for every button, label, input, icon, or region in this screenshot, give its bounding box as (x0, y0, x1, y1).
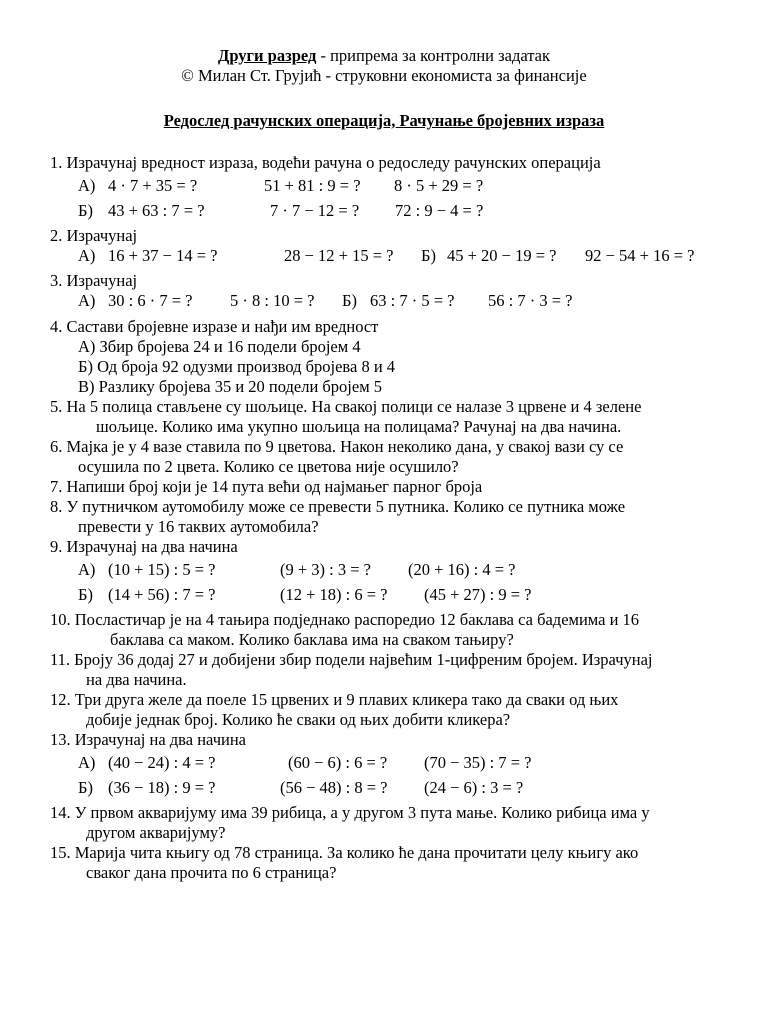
task-2-text: 2. Израчунај (50, 226, 138, 245)
task-5-line-2: шољице. Колико има укупно шољица на полицама? Рачунај на два начина. (96, 417, 622, 436)
row-label: А) (78, 176, 96, 195)
task-15-line-2: сваког дана прочита по 6 страница? (86, 863, 337, 882)
task-8-line-1: 8. У путничком аутомобилу може се превести 5 путника. Колико се путника може (50, 497, 626, 516)
grade-label: Други разред (217, 46, 317, 65)
task-8 (50, 497, 750, 537)
task-13 (50, 730, 750, 798)
row-label: А) (78, 291, 96, 310)
task-12-line-1: 12. Три друга желе да поеле 15 црвених и 9 плавих кликера тако да сваки од њих (50, 690, 619, 709)
row-label: Б) (78, 778, 93, 797)
task-9 (50, 537, 750, 605)
task-1 (50, 153, 750, 221)
expression: 51 + 81 : 9 = ? (264, 176, 361, 195)
task-9-row-b (78, 585, 750, 605)
task-3 (50, 271, 750, 311)
task-4-part-b: Б) Од броја 92 одузми производ бројева 8 и 4 (78, 357, 396, 376)
expression: 72 : 9 − 4 = ? (395, 201, 484, 220)
expression: (36 − 18) : 9 = ? (108, 778, 216, 797)
header-line-2: © Милан Ст. Грујић - струковни економиста за финансије (181, 66, 587, 85)
task-6-line-1: 6. Мајка је у 4 вазе ставила по 9 цветова. Након неколико дана, у свакој вази су се (50, 437, 624, 456)
expression: 92 − 54 + 16 = ? (585, 246, 695, 265)
task-7 (50, 477, 750, 497)
task-4-part-a: А) Збир бројева 24 и 16 подели бројем 4 (78, 337, 361, 356)
task-9-row-a (78, 560, 750, 580)
task-13-text: 13. Израчунај на два начина (50, 730, 246, 749)
task-1-row-a (78, 176, 750, 196)
header-subtitle: - припрема за контролни задатак (316, 46, 551, 65)
task-2 (50, 226, 750, 266)
task-2-row (78, 246, 750, 266)
row-label: А) (78, 560, 96, 579)
expression: (45 + 27) : 9 = ? (424, 585, 532, 604)
task-7-line-1: 7. Напиши број који је 14 пута већи од најмањег парног броја (50, 477, 483, 496)
expression: (70 − 35) : 7 = ? (424, 753, 532, 772)
expression: (14 + 56) : 7 = ? (108, 585, 216, 604)
task-4-part-c: В) Разлику бројева 35 и 20 подели бројем 5 (78, 377, 383, 396)
row-label: Б) (78, 201, 93, 220)
expression: (12 + 18) : 6 = ? (280, 585, 388, 604)
task-4 (50, 317, 750, 397)
task-11-line-1: 11. Броју 36 додај 27 и добијени збир подели највећим 1-цифреним бројем. Израчунај (50, 650, 653, 669)
task-11 (50, 650, 750, 690)
task-12 (50, 690, 750, 730)
expression: (20 + 16) : 4 = ? (408, 560, 516, 579)
task-13-row-a (78, 753, 750, 773)
row-label: А) (78, 246, 96, 265)
task-10-line-1: 10. Посластичар је на 4 тањира подједнако распоредио 12 баклава са бадемима и 16 (50, 610, 640, 629)
task-3-row (78, 291, 750, 311)
task-12-line-2: добије једнак број. Колико ће сваки од њих добити кликера? (86, 710, 511, 729)
expression: 56 : 7 · 3 = ? (488, 291, 573, 310)
task-14-line-2: другом акваријуму? (86, 823, 226, 842)
row-label: Б) (421, 246, 436, 265)
page-title: Редослед рачунских операција, Рачунање бројевних израза (163, 111, 605, 130)
expression: 16 + 37 − 14 = ? (108, 246, 218, 265)
expression: 28 − 12 + 15 = ? (284, 246, 394, 265)
task-1-row-b (78, 201, 750, 221)
task-3-text: 3. Израчунај (50, 271, 138, 290)
task-10-line-2: баклава са маком. Колико баклава има на сваком тањиру? (110, 630, 514, 649)
expression: (40 − 24) : 4 = ? (108, 753, 216, 772)
task-6 (50, 437, 750, 477)
expression: (60 − 6) : 6 = ? (288, 753, 388, 772)
task-13-row-b (78, 778, 750, 798)
task-list (50, 153, 750, 883)
expression: (9 + 3) : 3 = ? (280, 560, 372, 579)
expression: 7 · 7 − 12 = ? (270, 201, 360, 220)
task-5-line-1: 5. На 5 полица стављене су шољице. На свакој полици се налазе 3 црвене и 4 зелене (50, 397, 642, 416)
row-label: А) (78, 753, 96, 772)
document-header (0, 46, 768, 86)
task-14-line-1: 14. У првом акваријуму има 39 рибица, а у другом 3 пута мање. Колико рибица има у (50, 803, 650, 822)
task-14 (50, 803, 750, 843)
task-10 (50, 610, 750, 650)
expression: (10 + 15) : 5 = ? (108, 560, 216, 579)
row-label: Б) (78, 585, 93, 604)
task-4-text: 4. Састави бројевне изразе и нађи им вредност (50, 317, 379, 336)
expression: 63 : 7 · 5 = ? (370, 291, 455, 310)
expression: 30 : 6 · 7 = ? (108, 291, 193, 310)
expression: 5 · 8 : 10 = ? (230, 291, 315, 310)
task-9-text: 9. Израчунај на два начина (50, 537, 238, 556)
expression: 45 + 20 − 19 = ? (447, 246, 557, 265)
task-11-line-2: на два начина. (86, 670, 187, 689)
task-15 (50, 843, 750, 883)
task-15-line-1: 15. Марија чита књигу од 78 страница. За колико ће дана прочитати целу књигу ако (50, 843, 639, 862)
row-label: Б) (342, 291, 357, 310)
task-8-line-2: превести у 16 таквих аутомобила? (78, 517, 319, 536)
expression: 8 · 5 + 29 = ? (394, 176, 484, 195)
expression: (56 − 48) : 8 = ? (280, 778, 388, 797)
task-1-text: 1. Израчунај вредност израза, водећи рачуна о редоследу рачунских операција (50, 153, 601, 172)
header-line-1 (0, 46, 768, 66)
task-5 (50, 397, 750, 437)
expression: 43 + 63 : 7 = ? (108, 201, 205, 220)
task-6-line-2: осушила по 2 цвета. Колико се цветова није осушило? (78, 457, 459, 476)
expression: 4 · 7 + 35 = ? (108, 176, 198, 195)
expression: (24 − 6) : 3 = ? (424, 778, 524, 797)
